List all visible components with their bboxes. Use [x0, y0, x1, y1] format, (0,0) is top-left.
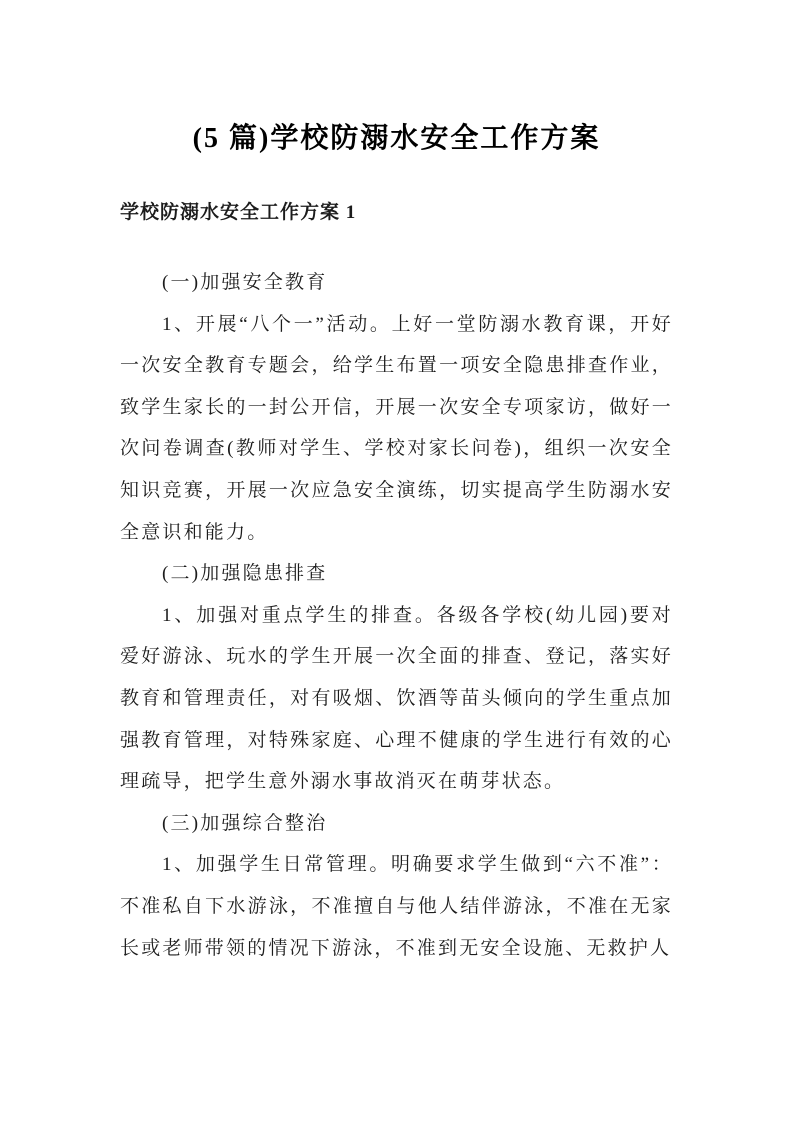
paragraph-section-3-heading: (三)加强综合整治	[162, 812, 328, 834]
paragraph-section-2-body: 1、加强对重点学生的排查。各级各学校(幼儿园)要对爱好游泳、玩水的学生开展一次全面的排查、登记，落实好教育和管理责任，对有吸烟、饮酒等苗头倾向的学生重点加强教育管理，对特殊家庭、心理不健康的学生进行有效的心理疏导，把学生意外溺水事故消灭在萌芽状态。	[120, 604, 673, 793]
document-title: (5 篇)学校防溺水安全工作方案	[192, 123, 601, 154]
document-body	[120, 262, 673, 969]
paragraph-section-2-heading: (二)加强隐患排查	[162, 563, 328, 585]
document-subtitle: 学校防溺水安全工作方案 1	[120, 202, 357, 223]
paragraph-section-1-body: 1、开展“八个一”活动。上好一堂防溺水教育课，开好一次安全教育专题会，给学生布置一项安全隐患排查作业，致学生家长的一封公开信，开展一次安全专项家访，做好一次问卷调查(教师对学生、学校对家长问卷)，组织一次安全知识竞赛，开展一次应急安全演练，切实提高学生防溺水安全意识和能力。	[120, 313, 673, 543]
paragraph-section-1-heading: (一)加强安全教育	[162, 272, 328, 293]
paragraph-section-3-body: 1、加强学生日常管理。明确要求学生做到“六不准”：不准私自下水游泳，不准擅自与他人结伴游泳，不准在无家长或老师带领的情况下游泳，不准到无安全设施、无救护人	[120, 854, 673, 959]
